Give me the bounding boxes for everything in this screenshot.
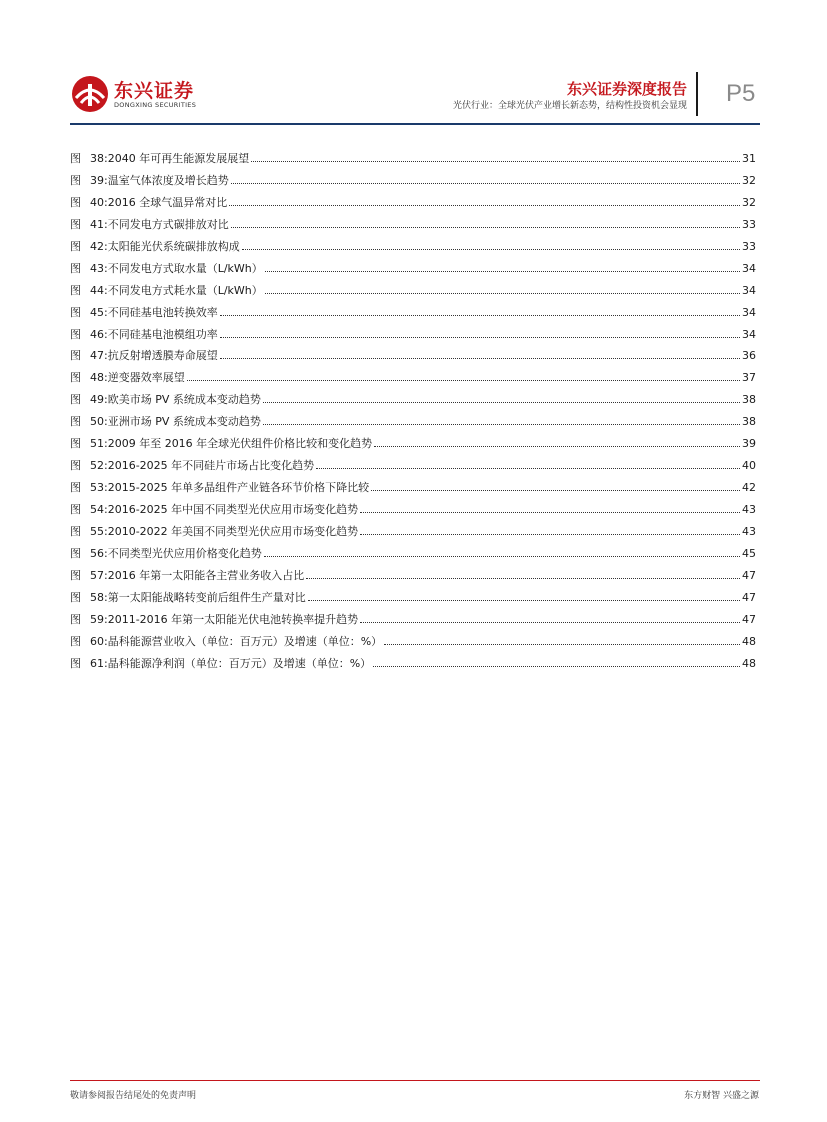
toc-entry-prefix: 图 [70, 283, 81, 297]
toc-entry-prefix: 图 [70, 239, 81, 253]
toc-entry-leader [187, 379, 740, 381]
toc-entry[interactable] [70, 435, 756, 457]
toc-entry-page: 32 [742, 173, 756, 187]
toc-entry-leader [263, 401, 740, 403]
footer-rule [70, 1080, 760, 1081]
toc-entry-prefix: 图 [70, 656, 81, 670]
toc-entry-page: 42 [742, 481, 756, 495]
report-title: 东兴证券深度报告 [566, 80, 687, 98]
toc-entry-prefix: 图 [70, 459, 81, 473]
toc-entry[interactable] [70, 479, 756, 501]
toc-entry[interactable] [70, 589, 756, 611]
toc-entry-prefix: 图 [70, 305, 81, 319]
toc-entry-label: 44:不同发电方式耗水量（L/kWh） [90, 283, 263, 297]
toc-entry-page: 48 [742, 656, 756, 670]
toc-entry-leader [220, 314, 740, 316]
toc-entry-page: 45 [742, 546, 756, 560]
toc-entry-prefix: 图 [70, 349, 81, 363]
toc-entry-leader [251, 160, 740, 162]
toc-entry-page: 38 [742, 415, 756, 429]
toc-entry-label: 48:逆变器效率展望 [90, 371, 185, 385]
toc-entry-page: 34 [742, 327, 756, 341]
toc-entry[interactable] [70, 282, 756, 304]
toc-entry-label: 39:温室气体浓度及增长趋势 [90, 173, 229, 187]
toc-entry[interactable] [70, 655, 756, 677]
toc-entry-leader [231, 226, 740, 228]
toc-entry-leader [265, 292, 740, 294]
toc-entry-page: 34 [742, 283, 756, 297]
toc-entry-label: 50:亚洲市场 PV 系统成本变动趋势 [90, 415, 261, 429]
toc-entry[interactable] [70, 633, 756, 655]
toc-entry-label: 54:2016-2025 年中国不同类型光伏应用市场变化趋势 [90, 503, 359, 516]
toc-entry-label: 47:抗反射增透膜寿命展望 [90, 349, 218, 363]
toc-entry-leader [384, 643, 740, 645]
toc-entry-page: 33 [742, 239, 756, 253]
toc-entry-prefix: 图 [70, 612, 81, 626]
toc-entry-page: 32 [742, 195, 756, 209]
toc-entry-leader [360, 511, 740, 513]
toc-entry-prefix: 图 [70, 173, 81, 187]
page-number: P5 [726, 80, 756, 107]
toc-entry-prefix: 图 [70, 393, 81, 407]
toc-entry[interactable] [70, 150, 756, 172]
toc-entry-prefix: 图 [70, 503, 81, 516]
toc-entry-page: 43 [742, 503, 756, 516]
toc-entry-prefix: 图 [70, 546, 81, 560]
toc-entry-page: 39 [742, 437, 756, 451]
toc-entry[interactable] [70, 567, 756, 589]
toc-entry[interactable] [70, 238, 756, 260]
page-header [0, 0, 827, 130]
toc-entry-prefix: 图 [70, 481, 81, 495]
toc-entry-label: 46:不同硅基电池模组功率 [90, 327, 218, 341]
toc-entry-label: 45:不同硅基电池转换效率 [90, 305, 218, 319]
toc-entry[interactable] [70, 369, 756, 391]
toc-entry-leader [220, 336, 740, 338]
toc-entry-prefix: 图 [70, 437, 81, 451]
toc-entry-leader [242, 248, 740, 250]
header-divider [696, 72, 698, 116]
toc-entry-page: 47 [742, 612, 756, 626]
toc-entry-page: 33 [742, 217, 756, 231]
toc-entry[interactable] [70, 304, 756, 326]
toc-entry-label: 40:2016 全球气温异常对比 [90, 195, 228, 209]
logo-mark-icon [70, 74, 110, 114]
logo-text-cn: 东兴证券 [114, 80, 195, 102]
toc-entry-leader [360, 533, 740, 535]
toc-entry-prefix: 图 [70, 634, 81, 648]
toc-entry[interactable] [70, 501, 756, 523]
toc-entry-label: 42:太阳能光伏系统碳排放构成 [90, 239, 240, 253]
toc-entry-label: 53:2015-2025 年单多晶组件产业链各环节价格下降比较 [90, 481, 370, 495]
footer-disclaimer-note: 敬请参阅报告结尾处的免责声明 [70, 1091, 197, 1101]
toc-entry-leader [360, 621, 740, 623]
toc-entry[interactable] [70, 216, 756, 238]
toc-entry-prefix: 图 [70, 152, 81, 165]
toc-entry[interactable] [70, 545, 756, 567]
toc-entry-leader [229, 204, 740, 206]
toc-entry-label: 60:晶科能源营业收入（单位：百万元）及增速（单位：%） [90, 634, 383, 648]
toc-entry[interactable] [70, 413, 756, 435]
toc-entry-prefix: 图 [70, 524, 81, 538]
toc-entry-prefix: 图 [70, 195, 81, 209]
toc-entry-label: 41:不同发电方式碳排放对比 [90, 217, 229, 231]
toc-entry[interactable] [70, 523, 756, 545]
toc-entry-leader [316, 467, 740, 469]
toc-entry-page: 40 [742, 459, 756, 473]
toc-entry-leader [371, 489, 740, 491]
toc-entry-label: 55:2010-2022 年美国不同类型光伏应用市场变化趋势 [90, 524, 359, 538]
toc-entry-page: 31 [742, 152, 756, 165]
toc-entry-label: 58:第一太阳能战略转变前后组件生产量对比 [90, 590, 306, 604]
toc-entry-label: 38:2040 年可再生能源发展展望 [90, 152, 250, 165]
toc-entry-leader [308, 599, 740, 601]
toc-entry[interactable] [70, 260, 756, 282]
company-logo [70, 74, 200, 114]
toc-entry[interactable] [70, 457, 756, 479]
header-rule [70, 123, 760, 125]
toc-entry-label: 61:晶科能源净利润（单位：百万元）及增速（单位：%） [90, 656, 372, 670]
toc-entry-prefix: 图 [70, 217, 81, 231]
toc-entry-prefix: 图 [70, 327, 81, 341]
toc-entry[interactable] [70, 391, 756, 413]
figure-toc-list [70, 150, 756, 677]
toc-entry-prefix: 图 [70, 261, 81, 275]
toc-entry-prefix: 图 [70, 590, 81, 604]
toc-entry-leader [306, 577, 740, 579]
toc-entry-leader [231, 182, 740, 184]
toc-entry-leader [374, 445, 740, 447]
report-subtitle: 光伏行业：全球光伏产业增长新态势，结构性投资机会显现 [452, 101, 687, 111]
toc-entry-page: 43 [742, 524, 756, 538]
toc-entry-label: 43:不同发电方式取水量（L/kWh） [90, 261, 263, 275]
toc-entry-page: 48 [742, 634, 756, 648]
toc-entry-page: 47 [742, 568, 756, 582]
logo-text-en: DONGXING SECURITIES [114, 101, 197, 109]
toc-entry-label: 57:2016 年第一太阳能各主营业务收入占比 [90, 568, 305, 582]
toc-entry-leader [373, 665, 740, 667]
toc-entry-label: 52:2016-2025 年不同硅片市场占比变化趋势 [90, 459, 315, 473]
toc-entry-page: 38 [742, 393, 756, 407]
toc-entry-page: 37 [742, 371, 756, 385]
toc-entry-page: 36 [742, 349, 756, 363]
toc-entry-prefix: 图 [70, 371, 81, 385]
toc-entry-leader [263, 423, 740, 425]
toc-entry-leader [264, 555, 740, 557]
toc-entry[interactable] [70, 194, 756, 216]
toc-entry[interactable] [70, 611, 756, 633]
toc-entry-leader [265, 270, 740, 272]
toc-entry-label: 59:2011-2016 年第一太阳能光伏电池转换率提升趋势 [90, 612, 359, 626]
toc-entry-leader [220, 357, 740, 359]
footer-slogan: 东方财智 兴盛之源 [684, 1091, 759, 1101]
toc-entry-page: 47 [742, 590, 756, 604]
toc-entry-label: 51:2009 年至 2016 年全球光伏组件价格比较和变化趋势 [90, 437, 373, 451]
toc-entry-prefix: 图 [70, 568, 81, 582]
toc-entry-label: 49:欧美市场 PV 系统成本变动趋势 [90, 393, 261, 407]
toc-entry-label: 56:不同类型光伏应用价格变化趋势 [90, 546, 262, 560]
toc-entry-page: 34 [742, 305, 756, 319]
toc-entry-prefix: 图 [70, 415, 81, 429]
toc-entry[interactable] [70, 326, 756, 348]
toc-entry-page: 34 [742, 261, 756, 275]
toc-entry[interactable] [70, 347, 756, 369]
toc-entry[interactable] [70, 172, 756, 194]
